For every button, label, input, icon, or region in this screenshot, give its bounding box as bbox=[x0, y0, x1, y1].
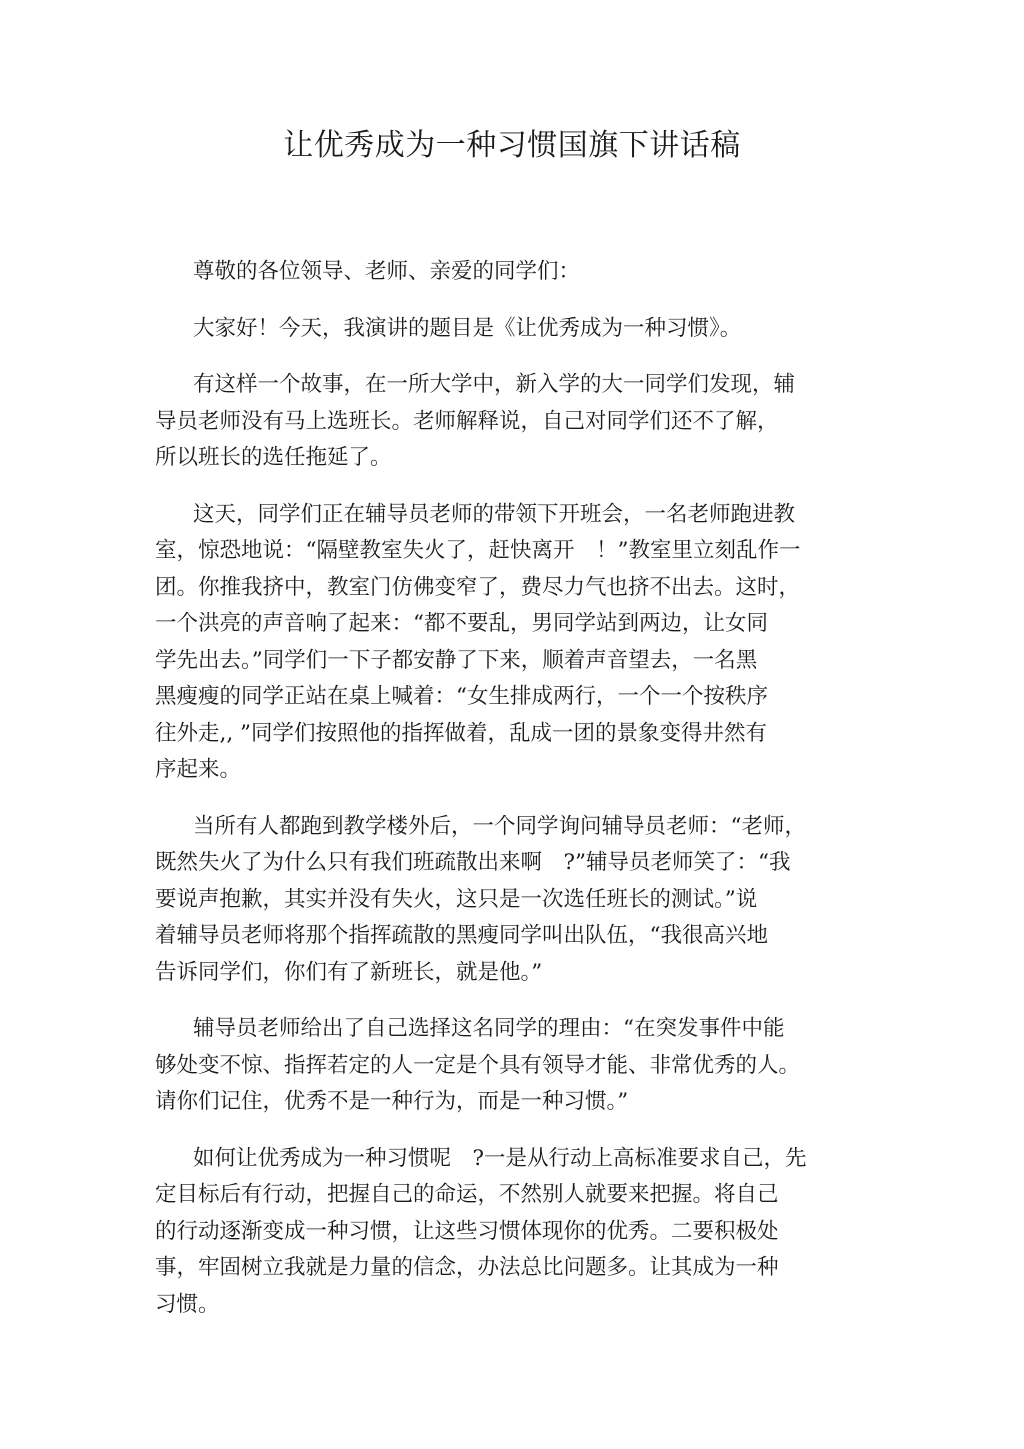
paragraph-line: 大家好！今天，我演讲的题目是《让优秀成为一种习惯》。 bbox=[193, 315, 742, 341]
paragraph-line: 如何让优秀成为一种习惯呢 ?一是从行动上高标准要求自己，先 bbox=[193, 1145, 807, 1171]
paragraph-line: 的行动逐渐变成一种习惯，让这些习惯体现你的优秀。二要积极处 bbox=[155, 1218, 779, 1244]
paragraph-line: 有这样一个故事，在一所大学中，新入学的大一同学们发现，辅 bbox=[193, 372, 796, 397]
paragraph-line: 辅导员老师给出了自己选择这名同学的理由：“在突发事件中能 bbox=[193, 1016, 785, 1041]
paragraph-habit bbox=[155, 1141, 855, 1324]
paragraph-line: 事，牢固树立我就是力量的信念，办法总比问题多。让其成为一种 bbox=[155, 1255, 779, 1280]
paragraph-line: 请你们记住，优秀不是一种行为，而是一种习惯。” bbox=[155, 1089, 629, 1114]
paragraph-story-intro bbox=[155, 367, 855, 477]
paragraph-line: 定目标后有行动，把握自己的命运，不然别人就要来把握。将自己 bbox=[155, 1182, 779, 1207]
paragraph-line: 当所有人都跑到教学楼外后，一个同学询问辅导员老师：“老师， bbox=[193, 813, 806, 839]
paragraph-line: 这天，同学们正在辅导员老师的带领下开班会，一名老师跑进教 bbox=[193, 501, 796, 527]
paragraph-line: 导员老师没有马上选班长。老师解释说，自己对同学们还不了解， bbox=[155, 408, 779, 434]
paragraph-line: 往外走,, ”同学们按照他的指挥做着，乱成一团的景象变得井然有 bbox=[155, 720, 767, 746]
document-body bbox=[155, 254, 855, 1343]
paragraph-line: 室，惊恐地说：“隔壁教室失火了，赶快离开 ！”教室里立刻乱作一 bbox=[155, 538, 801, 563]
paragraph-line: 告诉同学们，你们有了新班长，就是他。” bbox=[155, 959, 543, 985]
paragraph-line: 黑瘦瘦的同学正站在桌上喊着：“女生排成两行，一个一个按秩序 bbox=[155, 684, 768, 709]
paragraph-greeting bbox=[155, 254, 855, 291]
paragraph-line: 够处变不惊、指挥若定的人一定是个具有领导才能、非常优秀的人。 bbox=[155, 1052, 801, 1078]
paragraph-line: 着辅导员老师将那个指挥疏散的黑瘦同学叫出队伍，“我很高兴地 bbox=[155, 923, 768, 948]
document-title: 让优秀成为一种习惯国旗下讲话稿 bbox=[283, 128, 741, 163]
paragraph-line: 所以班长的选任拖延了。 bbox=[155, 445, 392, 470]
paragraph-line: 学先出去。”同学们一下子都安静了下来，顺着声音望去，一名黑 bbox=[155, 647, 758, 673]
paragraph-reveal bbox=[155, 809, 855, 992]
paragraph-line: 要说声抱歉，其实并没有失火，这只是一次选任班长的测试。”说 bbox=[155, 886, 758, 912]
paragraph-opening bbox=[155, 311, 855, 348]
paragraph-line: 尊敬的各位领导、老师、亲爱的同学们： bbox=[193, 259, 581, 284]
paragraph-line: 序起来。 bbox=[155, 757, 242, 782]
paragraph-line: 团。你推我挤中，教室门仿佛变窄了，费尽力气也挤不出去。这时， bbox=[155, 574, 801, 600]
paragraph-line: 一个洪亮的声音响了起来：“都不要乱，男同学站到两边，让女同 bbox=[155, 611, 768, 636]
paragraph-reason bbox=[155, 1011, 855, 1121]
paragraph-line: 既然失火了为什么只有我们班疏散出来啊 ?”辅导员老师笑了：“我 bbox=[155, 850, 791, 875]
paragraph-fire-drill bbox=[155, 497, 855, 789]
paragraph-line: 习惯。 bbox=[155, 1291, 220, 1317]
